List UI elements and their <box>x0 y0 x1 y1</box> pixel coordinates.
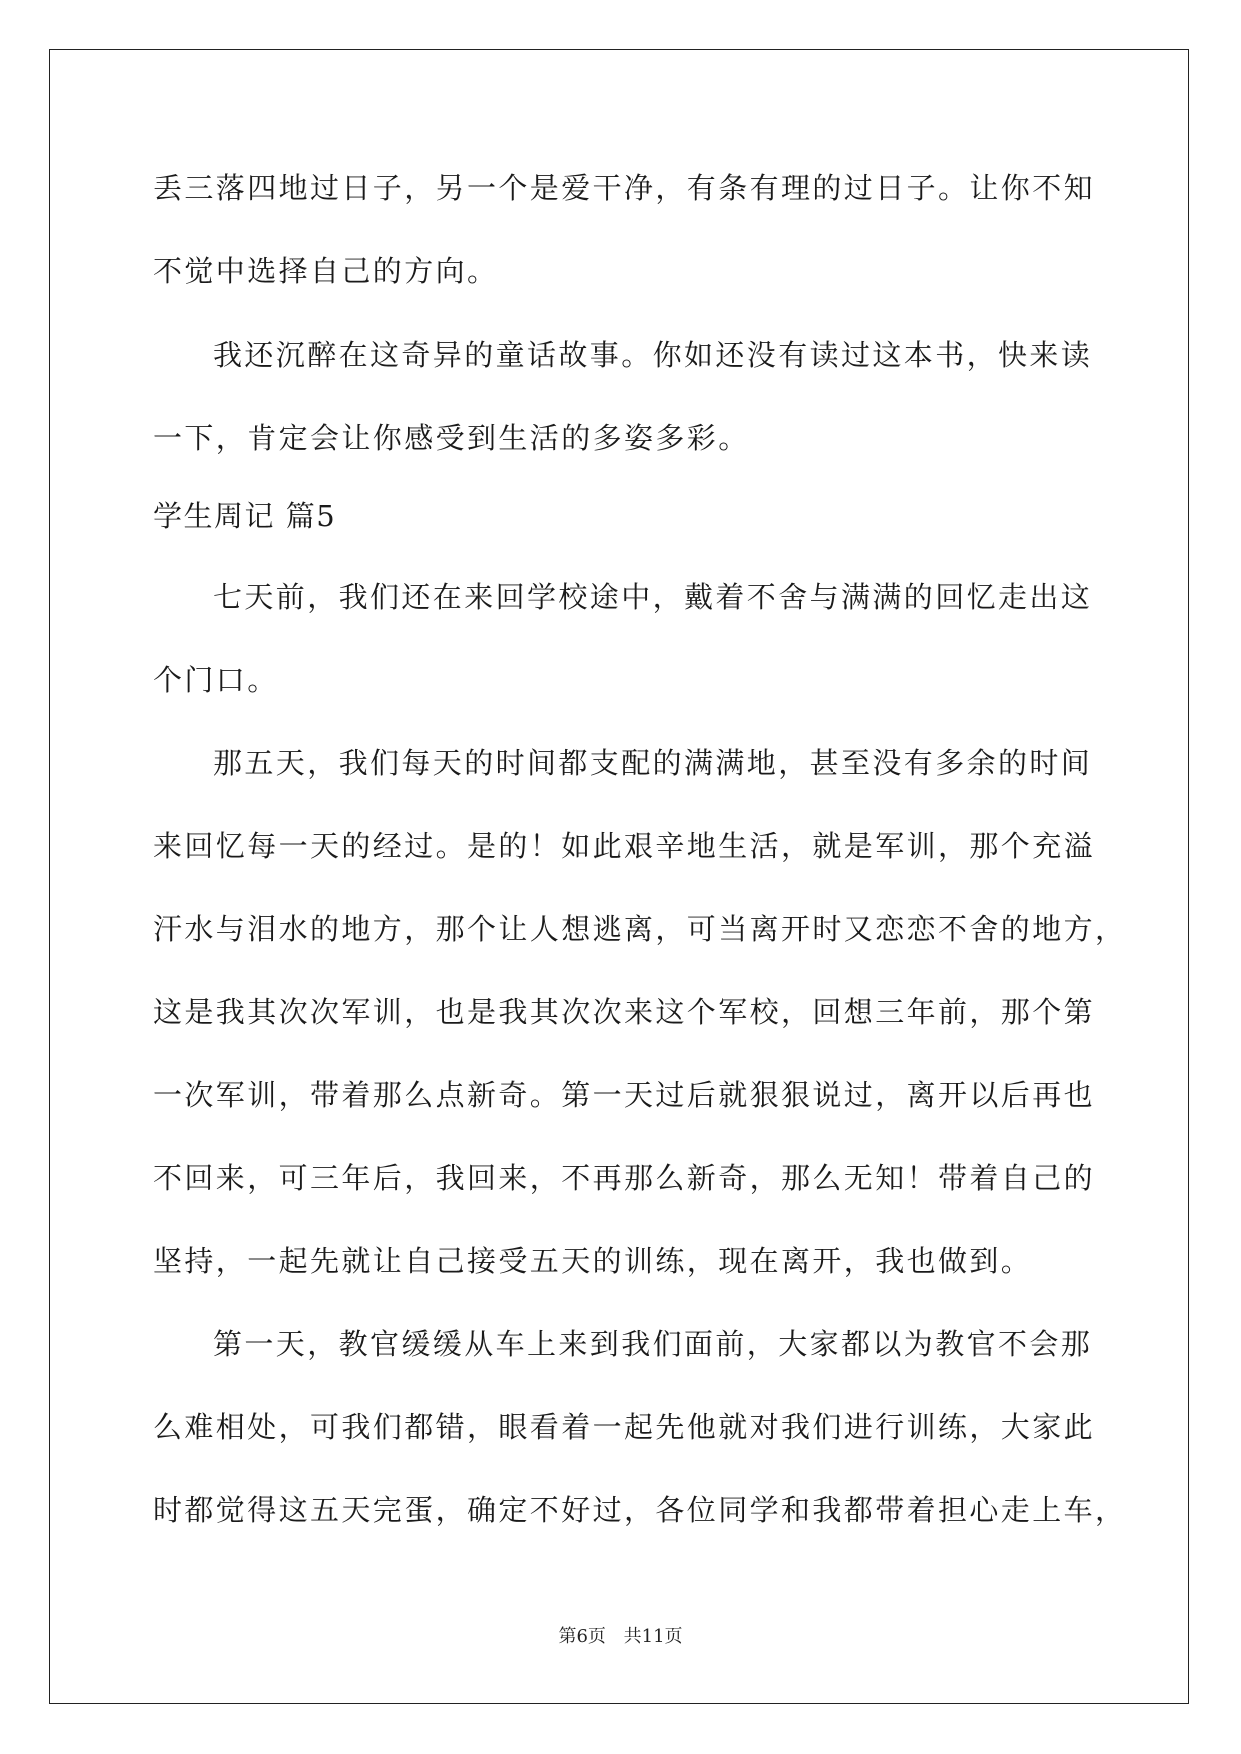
text-line-14: 坚持，一起先就让自己接受五天的训练，现在离开，我也做到。 <box>153 1244 1033 1278</box>
text-line-7: 个门口。 <box>153 663 279 697</box>
text-line-6: 七天前，我们还在来回学校途中，戴着不舍与满满的回忆走出这 <box>213 580 1093 614</box>
page-number: 第6页 <box>558 1626 606 1647</box>
page-footer <box>0 1628 1241 1646</box>
text-line-8: 那五天，我们每天的时间都支配的满满地，甚至没有多余的时间 <box>213 746 1093 780</box>
text-line-11: 这是我其次次军训，也是我其次次来这个军校，回想三年前，那个第 <box>153 995 1096 1029</box>
text-line-12: 一次军训，带着那么点新奇。第一天过后就狠狠说过，离开以后再也 <box>153 1078 1096 1112</box>
text-line-16: 么难相处，可我们都错，眼看着一起先他就对我们进行训练，大家此 <box>153 1410 1096 1444</box>
page-border <box>49 49 1189 1704</box>
text-line-2: 不觉中选择自己的方向。 <box>153 254 499 288</box>
text-line-10: 汗水与泪水的地方，那个让人想逃离，可当离开时又恋恋不舍的地方， <box>153 912 1127 946</box>
text-line-9: 来回忆每一天的经过。是的！如此艰辛地生活，就是军训，那个充溢 <box>153 829 1096 863</box>
text-line-17: 时都觉得这五天完蛋，确定不好过，各位同学和我都带着担心走上车， <box>153 1493 1127 1527</box>
text-line-3: 我还沉醉在这奇异的童话故事。你如还没有读过这本书，快来读 <box>213 338 1093 372</box>
text-line-1: 丢三落四地过日子，另一个是爱干净，有条有理的过日子。让你不知 <box>153 171 1096 205</box>
text-line-4: 一下，肯定会让你感受到生活的多姿多彩。 <box>153 421 750 455</box>
section-heading: 学生周记 篇5 <box>153 499 337 533</box>
page-total: 共11页 <box>623 1626 683 1647</box>
text-line-13: 不回来，可三年后，我回来，不再那么新奇，那么无知！带着自己的 <box>153 1161 1096 1195</box>
text-line-15: 第一天，教官缓缓从车上来到我们面前，大家都以为教官不会那 <box>213 1327 1093 1361</box>
